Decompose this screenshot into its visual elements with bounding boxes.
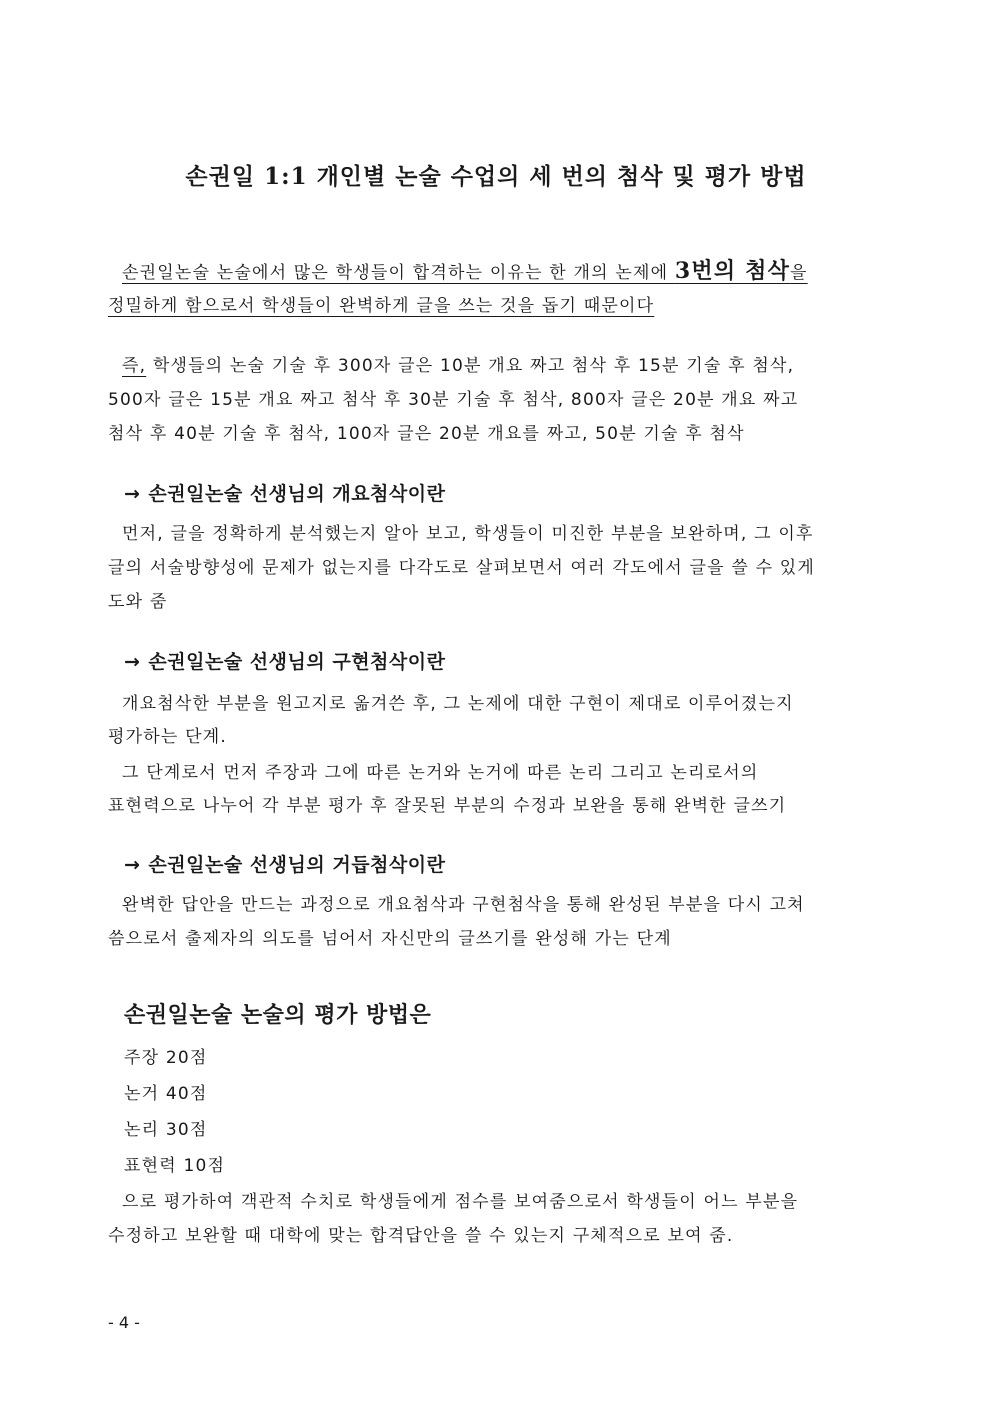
section-text: 씀으로서 출제자의 의도를 넘어서 자신만의 글쓰기를 완성해 가는 단계 xyxy=(108,929,672,949)
schedule-line-1 xyxy=(122,351,794,376)
section-text: 그 단계로서 먼저 주장과 그에 따른 논거와 논거에 따른 논리 그리고 논리로서의 xyxy=(122,763,759,783)
evaluation-heading: 손권일논술 논술의 평가 방법은 xyxy=(124,1002,432,1028)
intro-emphasis: 3번의 첨삭 xyxy=(674,258,791,284)
intro-text-end: 을 xyxy=(790,263,808,283)
intro-line-1 xyxy=(122,254,808,285)
section-text: 도와 줌 xyxy=(108,592,168,612)
schedule-text: 학생들의 논술 기술 후 300자 글은 10분 개요 짜고 첨삭 후 15분 기술 후 첨삭, xyxy=(146,356,795,376)
score-item: 주장 20점 xyxy=(124,1048,208,1068)
page-number: - 4 - xyxy=(108,1313,140,1332)
schedule-line-2: 500자 글은 15분 개요 짜고 첨삭 후 30분 기술 후 첨삭, 800자 글은 20분 개요 짜고 xyxy=(108,390,799,410)
section-text: 완벽한 답안을 만드는 과정으로 개요첨삭과 구현첨삭을 통해 완성된 부분을 다시 고쳐 xyxy=(122,895,805,915)
section-heading-implementation xyxy=(124,647,445,674)
section-heading-text: 손권일논술 선생님의 거듭첨삭이란 xyxy=(148,854,446,876)
evaluation-text: 수정하고 보완할 때 대학에 맞는 합격답안을 쓸 수 있는지 구체적으로 보여 줌. xyxy=(108,1226,734,1246)
intro-line-2: 정밀하게 함으로서 학생들이 완벽하게 글을 쓰는 것을 돕기 때문이다 xyxy=(108,296,655,316)
section-heading-repeat xyxy=(124,850,445,877)
section-heading-text: 손권일논술 선생님의 구현첨삭이란 xyxy=(148,651,446,673)
section-heading-outline xyxy=(124,479,445,506)
score-item: 표현력 10점 xyxy=(124,1156,226,1176)
section-text: 개요첨삭한 부분을 원고지로 옮겨쓴 후, 그 논제에 대한 구현이 제대로 이루어졌는지 xyxy=(122,694,794,714)
schedule-line-3: 첨삭 후 40분 기술 후 첨삭, 100자 글은 20분 개요를 짜고, 50분 기술 후 첨삭 xyxy=(108,424,745,444)
arrow-right-icon: → xyxy=(124,651,141,673)
evaluation-text: 으로 평가하여 객관적 수치로 학생들에게 점수를 보여줌으로서 학생들이 어느 부분을 xyxy=(122,1192,799,1212)
section-text: 글의 서술방향성에 문제가 없는지를 다각도로 살펴보면서 여러 각도에서 글을 쓸 수 있게 xyxy=(108,558,816,578)
arrow-right-icon: → xyxy=(124,854,141,876)
schedule-lead: 즉, xyxy=(122,356,147,376)
section-text: 먼저, 글을 정확하게 분석했는지 알아 보고, 학생들이 미진한 부분을 보완하며, 그 이후 xyxy=(122,524,814,544)
intro-text: 손권일논술 논술에서 많은 학생들이 합격하는 이유는 한 개의 논제에 xyxy=(122,263,675,283)
section-text: 평가하는 단계. xyxy=(108,727,227,747)
score-item: 논거 40점 xyxy=(124,1084,208,1104)
section-heading-text: 손권일논술 선생님의 개요첨삭이란 xyxy=(148,483,446,505)
score-item: 논리 30점 xyxy=(124,1120,208,1140)
page-title: 손권일 1:1 개인별 논술 수업의 세 번의 첨삭 및 평가 방법 xyxy=(185,163,807,190)
arrow-right-icon: → xyxy=(124,483,141,505)
section-text: 표현력으로 나누어 각 부분 평가 후 잘못된 부분의 수정과 보완을 통해 완벽한 글쓰기 xyxy=(108,796,787,816)
